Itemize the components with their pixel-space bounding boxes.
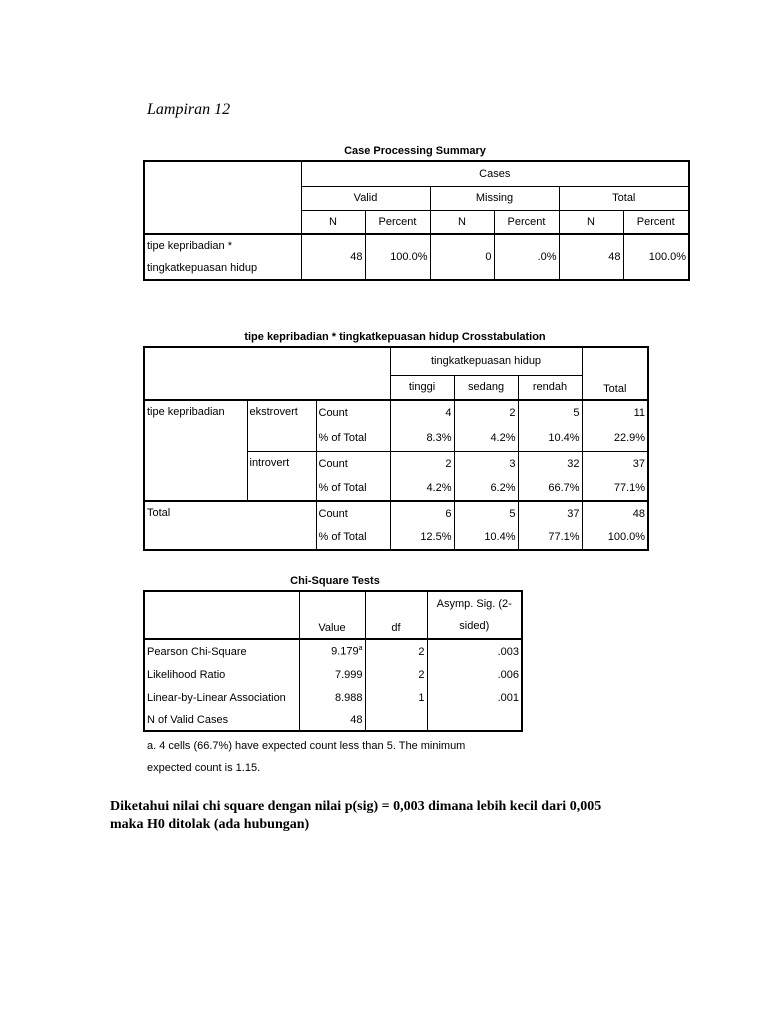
case-summary-corner <box>144 161 301 234</box>
cell-value: 48 <box>559 234 623 280</box>
cell-value: 11 <box>582 400 648 425</box>
stat-label: % of Total <box>316 425 390 451</box>
cell-value: 77.1% <box>582 476 648 501</box>
test-label: Likelihood Ratio <box>144 663 299 686</box>
col-header-value: Value <box>299 591 365 639</box>
cell-value: 66.7% <box>518 476 582 501</box>
cell-value: 5 <box>518 400 582 425</box>
cell-value: 100.0% <box>623 234 689 280</box>
subheader-percent: Percent <box>365 210 430 234</box>
group-header-valid: Valid <box>301 186 430 210</box>
test-label: Pearson Chi-Square <box>144 639 299 663</box>
cell-value: 2 <box>390 451 454 476</box>
group-label-introvert: introvert <box>247 451 316 501</box>
col-header-sedang: sedang <box>454 375 518 400</box>
header-line: Asymp. Sig. (2- <box>436 598 512 610</box>
cell-value: 32 <box>518 451 582 476</box>
subheader-percent: Percent <box>623 210 689 234</box>
row-label <box>144 234 301 280</box>
cell-value: 0 <box>430 234 494 280</box>
stat-label: % of Total <box>316 476 390 501</box>
case-summary-table <box>143 160 690 281</box>
cell-value: 48 <box>301 234 365 280</box>
cell-value: 2 <box>365 663 427 686</box>
chi-square-table <box>143 590 523 732</box>
row-label-line: tingkatkepuasan hidup <box>147 262 258 274</box>
row-label-line: tipe kepribadian * <box>147 240 233 252</box>
cell-value: 77.1% <box>518 525 582 550</box>
chi-square-title: Chi-Square Tests <box>290 575 380 587</box>
group-label-ekstrovert: ekstrovert <box>247 400 316 451</box>
conclusion-line: Diketahui nilai chi square dengan nilai p(sig) = 0,003 dimana lebih kecil dari 0,005 <box>110 799 602 814</box>
cell-value: .006 <box>427 663 522 686</box>
col-header-df: df <box>365 591 427 639</box>
cell-value: 8.3% <box>390 425 454 451</box>
cell-value: 4 <box>390 400 454 425</box>
crosstab-corner <box>144 347 390 400</box>
col-group-header: tingkatkepuasan hidup <box>390 347 582 375</box>
stat-label: Count <box>316 451 390 476</box>
cell-value: 10.4% <box>454 525 518 550</box>
footnote-marker: a <box>358 645 363 653</box>
total-row-label: Total <box>144 501 316 550</box>
page-heading: Lampiran 12 <box>147 101 231 118</box>
cell-value: 100.0% <box>365 234 430 280</box>
cell-value: 4.2% <box>390 476 454 501</box>
cell-value: 100.0% <box>582 525 648 550</box>
cell-value: 7.999 <box>299 663 365 686</box>
cell-value: 10.4% <box>518 425 582 451</box>
stat-label: Count <box>316 400 390 425</box>
cell-value: .003 <box>427 639 522 663</box>
cell-value: 1 <box>365 686 427 709</box>
chi-square-corner <box>144 591 299 639</box>
crosstab-title: tipe kepribadian * tingkatkepuasan hidup Crosstabulation <box>244 331 546 343</box>
subheader-n: N <box>559 210 623 234</box>
test-label: N of Valid Cases <box>144 709 299 731</box>
cell-value: 22.9% <box>582 425 648 451</box>
cell-value: 48 <box>582 501 648 525</box>
cell-value: 5 <box>454 501 518 525</box>
group-header-total: Total <box>559 186 689 210</box>
case-summary-title: Case Processing Summary <box>344 145 486 157</box>
col-header-tinggi: tinggi <box>390 375 454 400</box>
cell-value: 37 <box>582 451 648 476</box>
cell-value <box>299 639 365 663</box>
stat-label: % of Total <box>316 525 390 550</box>
cell-value: 12.5% <box>390 525 454 550</box>
cell-value: .001 <box>427 686 522 709</box>
subheader-n: N <box>430 210 494 234</box>
header-line: sided) <box>459 620 490 632</box>
cell-value: 2 <box>454 400 518 425</box>
cell-value: 48 <box>299 709 365 731</box>
cell-value: 4.2% <box>454 425 518 451</box>
conclusion-paragraph <box>110 798 670 834</box>
col-header-total: Total <box>582 347 648 400</box>
footnote-line: expected count is 1.15. <box>147 762 261 774</box>
col-header-rendah: rendah <box>518 375 582 400</box>
test-label: Linear-by-Linear Association <box>144 686 299 709</box>
row-var-label: tipe kepribadian <box>144 400 247 501</box>
cell-value: 8.988 <box>299 686 365 709</box>
cell-value <box>427 709 522 731</box>
crosstab-table <box>143 346 649 551</box>
cell-value: 2 <box>365 639 427 663</box>
stat-label: Count <box>316 501 390 525</box>
subheader-n: N <box>301 210 365 234</box>
cell-value: 37 <box>518 501 582 525</box>
conclusion-line: maka H0 ditolak (ada hubungan) <box>110 817 310 832</box>
cell-value: 6 <box>390 501 454 525</box>
cell-value: 3 <box>454 451 518 476</box>
footnote-line: a. 4 cells (66.7%) have expected count less than 5. The minimum <box>147 740 466 752</box>
cell-value: .0% <box>494 234 559 280</box>
cases-header: Cases <box>301 161 689 186</box>
cell-value: 6.2% <box>454 476 518 501</box>
subheader-percent: Percent <box>494 210 559 234</box>
col-header-asymp-sig <box>427 591 522 639</box>
group-header-missing: Missing <box>430 186 559 210</box>
cell-value <box>365 709 427 731</box>
value-text: 9.179 <box>331 645 359 658</box>
chi-square-footnote <box>147 735 527 779</box>
